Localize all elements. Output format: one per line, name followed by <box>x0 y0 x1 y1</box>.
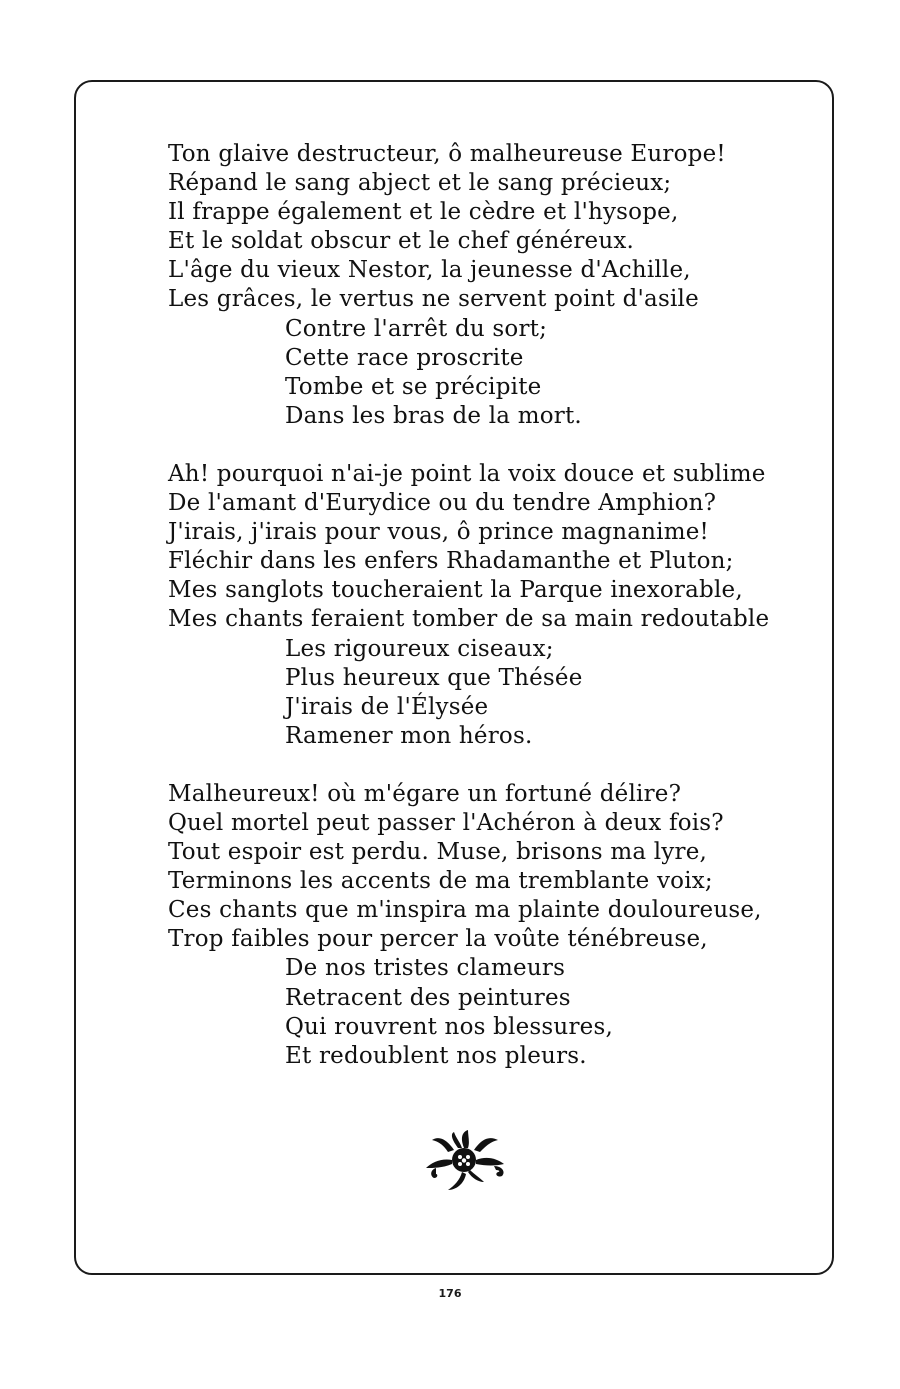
verse-line-indented: Les rigoureux ciseaux; <box>285 635 554 662</box>
verse-line: Fléchir dans les enfers Rhadamanthe et Pluton; <box>168 548 734 575</box>
verse-line-indented: Qui rouvrent nos blessures, <box>285 1013 613 1040</box>
verse-line: Les grâces, le vertus ne servent point d'asile <box>168 286 699 313</box>
verse-line-indented: Cette race proscrite <box>285 344 524 371</box>
verse-line-indented: Et redoublent nos pleurs. <box>285 1042 587 1069</box>
verse-line: Ah! pourquoi n'ai-je point la voix douce et sublime <box>168 460 766 487</box>
verse-line: Tout espoir est perdu. Muse, brisons ma lyre, <box>168 839 708 866</box>
verse-line: Terminons les accents de ma tremblante voix; <box>168 868 713 895</box>
verse-line-indented: Ramener mon héros. <box>285 722 533 749</box>
verse-line: Et le soldat obscur et le chef généreux. <box>168 228 635 255</box>
verse-line: L'âge du vieux Nestor, la jeunesse d'Achille, <box>168 257 691 284</box>
stanza-1 <box>168 140 778 431</box>
verse-line: Quel mortel peut passer l'Achéron à deux fois? <box>168 809 724 836</box>
verse-line: Répand le sang abject et le sang précieux; <box>168 170 672 197</box>
stanza-3 <box>168 780 778 1071</box>
verse-line-indented: Retracent des peintures <box>285 984 571 1011</box>
verse-line: Il frappe également et le cèdre et l'hysope, <box>168 199 679 226</box>
verse-line-indented: Tombe et se précipite <box>285 373 542 400</box>
verse-line-indented: Dans les bras de la mort. <box>285 402 582 429</box>
verse-line: Trop faibles pour percer la voûte ténébreuse, <box>168 926 708 953</box>
verse-line: De l'amant d'Eurydice ou du tendre Amphion? <box>168 490 717 517</box>
verse-line-indented: De nos tristes clameurs <box>285 955 566 982</box>
verse-line: Mes chants feraient tomber de sa main redoutable <box>168 606 770 633</box>
verse-line: Ces chants que m'inspira ma plainte douloureuse, <box>168 897 762 924</box>
verse-line-indented: Contre l'arrêt du sort; <box>285 315 548 342</box>
verse-line: J'irais, j'irais pour vous, ô prince magnanime! <box>168 519 709 546</box>
poem <box>168 140 778 1100</box>
verse-line: Ton glaive destructeur, ô malheureuse Europe! <box>168 141 726 167</box>
verse-line-indented: J'irais de l'Élysée <box>285 693 489 720</box>
stanza-2 <box>168 460 778 751</box>
floral-vignette-icon <box>424 1130 508 1192</box>
page-number: 176 <box>438 1287 462 1300</box>
verse-line-indented: Plus heureux que Thésée <box>285 664 583 691</box>
verse-line: Malheureux! où m'égare un fortuné délire? <box>168 780 682 807</box>
verse-line: Mes sanglots toucheraient la Parque inexorable, <box>168 577 743 604</box>
